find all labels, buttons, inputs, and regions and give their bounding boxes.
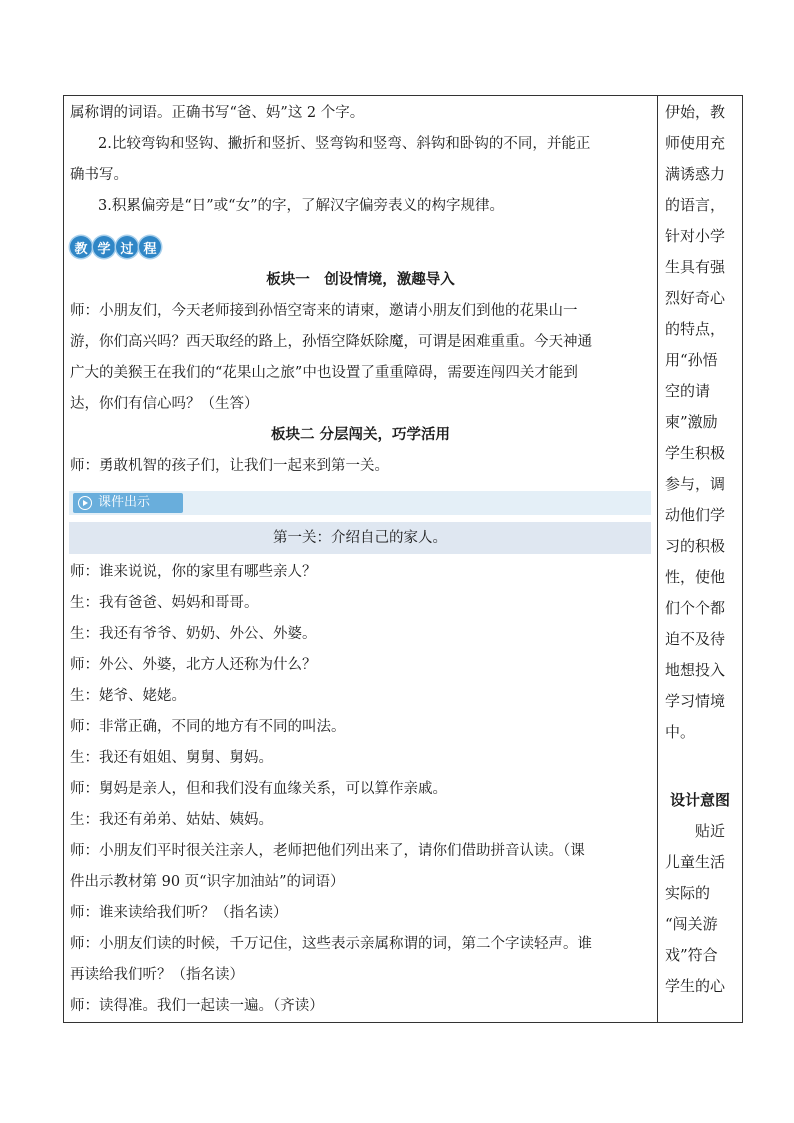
design-line: 儿童生活 [665,853,726,871]
dialogue-line: 件出示教材第 90 页“识字加油站”的词语） [70,874,345,890]
teaching-process-badge [70,234,162,260]
stage1-box [69,522,651,554]
side-line: 针对小学 [665,227,726,245]
goal-line: 属称谓的词语。正确书写“爸、妈”这 2 个字。 [70,105,365,121]
courseware-label [73,493,183,513]
design-line: “闯关游 [665,915,718,933]
side-line: 伊始，教 [665,103,726,121]
design-intent-title: 设计意图 [669,791,730,809]
stage1-title: 第一关：介绍自己的家人。 [273,530,447,546]
side-line: 的特点， [665,320,726,338]
dialogue-line: 师：谁来读给我们听？（指名读） [70,905,288,921]
goal-line: 确书写。 [70,167,128,183]
dialogue-line: 生：我还有爷爷、奶奶、外公、外婆。 [70,626,317,642]
side-line: 烈好奇心 [665,289,726,307]
side-line: 动他们学 [665,506,726,524]
dialogue-line: 师：小朋友们读的时候，千万记住，这些表示亲属称谓的词，第二个字读轻声。谁 [70,936,592,952]
side-line: 参与，调 [665,475,726,493]
design-line: 实际的 [665,884,711,902]
side-line: 学习情境 [665,692,726,710]
side-line: 中。 [665,723,696,741]
side-line: 柬”激励 [665,413,718,431]
design-line: 贴近 [665,822,726,840]
dialogue-line: 生：我还有姐姐、舅舅、舅妈。 [70,750,273,766]
side-line: 迫不及待 [665,630,726,648]
dialogue-line: 师：外公、外婆，北方人还称为什么？ [70,657,317,673]
section1-title: 板块一 创设情境，激趣导入 [266,271,455,288]
section1-line: 达，你们有信心吗？（生答） [70,396,259,412]
design-line: 学生的心 [665,977,726,995]
dialogue-line: 师：舅妈是亲人，但和我们没有血缘关系，可以算作亲戚。 [70,781,447,797]
lesson-plan-table [63,95,743,1023]
goal-line: 3.积累偏旁是“日”或“女”的字，了解汉字偏旁表义的构字规律。 [98,198,504,214]
section1-line: 师：小朋友们，今天老师接到孙悟空寄来的请柬，邀请小朋友们到他的花果山一 [70,303,578,319]
badge-char: 教 [70,236,92,258]
side-line: 用“孙悟 [665,351,718,369]
badge-char: 程 [139,236,161,258]
dialogue-line: 师：读得准。我们一起读一遍。（齐读） [70,998,324,1014]
dialogue-line: 生：我还有弟弟、姑姑、姨妈。 [70,812,273,828]
side-column [658,96,742,1022]
design-line: 戏”符合 [665,946,718,964]
side-line: 学生积极 [665,444,726,462]
badge-char: 学 [93,236,115,258]
side-line: 师使用充 [665,134,726,152]
dialogue-line: 师：谁来说说，你的家里有哪些亲人？ [70,564,317,580]
dialogue-line: 生：我有爸爸、妈妈和哥哥。 [70,595,259,611]
dialogue-line: 生：姥爷、姥姥。 [70,688,186,704]
side-line: 的语言， [665,196,726,214]
goal-line: 2.比较弯钩和竖钩、撇折和竖折、竖弯钩和竖弯、斜钩和卧钩的不同，并能正 [98,136,591,152]
courseware-text: 课件出示 [98,495,151,510]
side-line: 们个个都 [665,599,726,617]
main-column [64,96,657,1022]
side-line: 空的请 [665,382,711,400]
side-line: 性，使他 [665,568,726,586]
dialogue-line: 师：小朋友们平时很关注亲人，老师把他们列出来了，请你们借助拼音认读。（课 [70,843,585,859]
section2-intro: 师：勇敢机智的孩子们，让我们一起来到第一关。 [70,458,389,474]
side-line: 地想投入 [665,661,726,679]
play-icon [78,496,92,510]
dialogue-line: 师：非常正确，不同的地方有不同的叫法。 [70,719,346,735]
badge-char: 过 [116,236,138,258]
section1-line: 广大的美猴王在我们的“花果山之旅”中也设置了重重障碍，需要连闯四关才能到 [70,365,578,381]
dialogue-line: 再读给我们听？（指名读） [70,967,244,983]
side-line: 生具有强 [665,258,726,276]
section2-title: 板块二 分层闯关，巧学活用 [270,426,451,443]
side-line: 习的积极 [665,537,726,555]
section1-line: 游，你们高兴吗？西天取经的路上，孙悟空降妖除魔，可谓是困难重重。今天神通 [70,334,592,350]
side-line: 满诱惑力 [665,165,726,183]
courseware-banner [69,491,651,515]
